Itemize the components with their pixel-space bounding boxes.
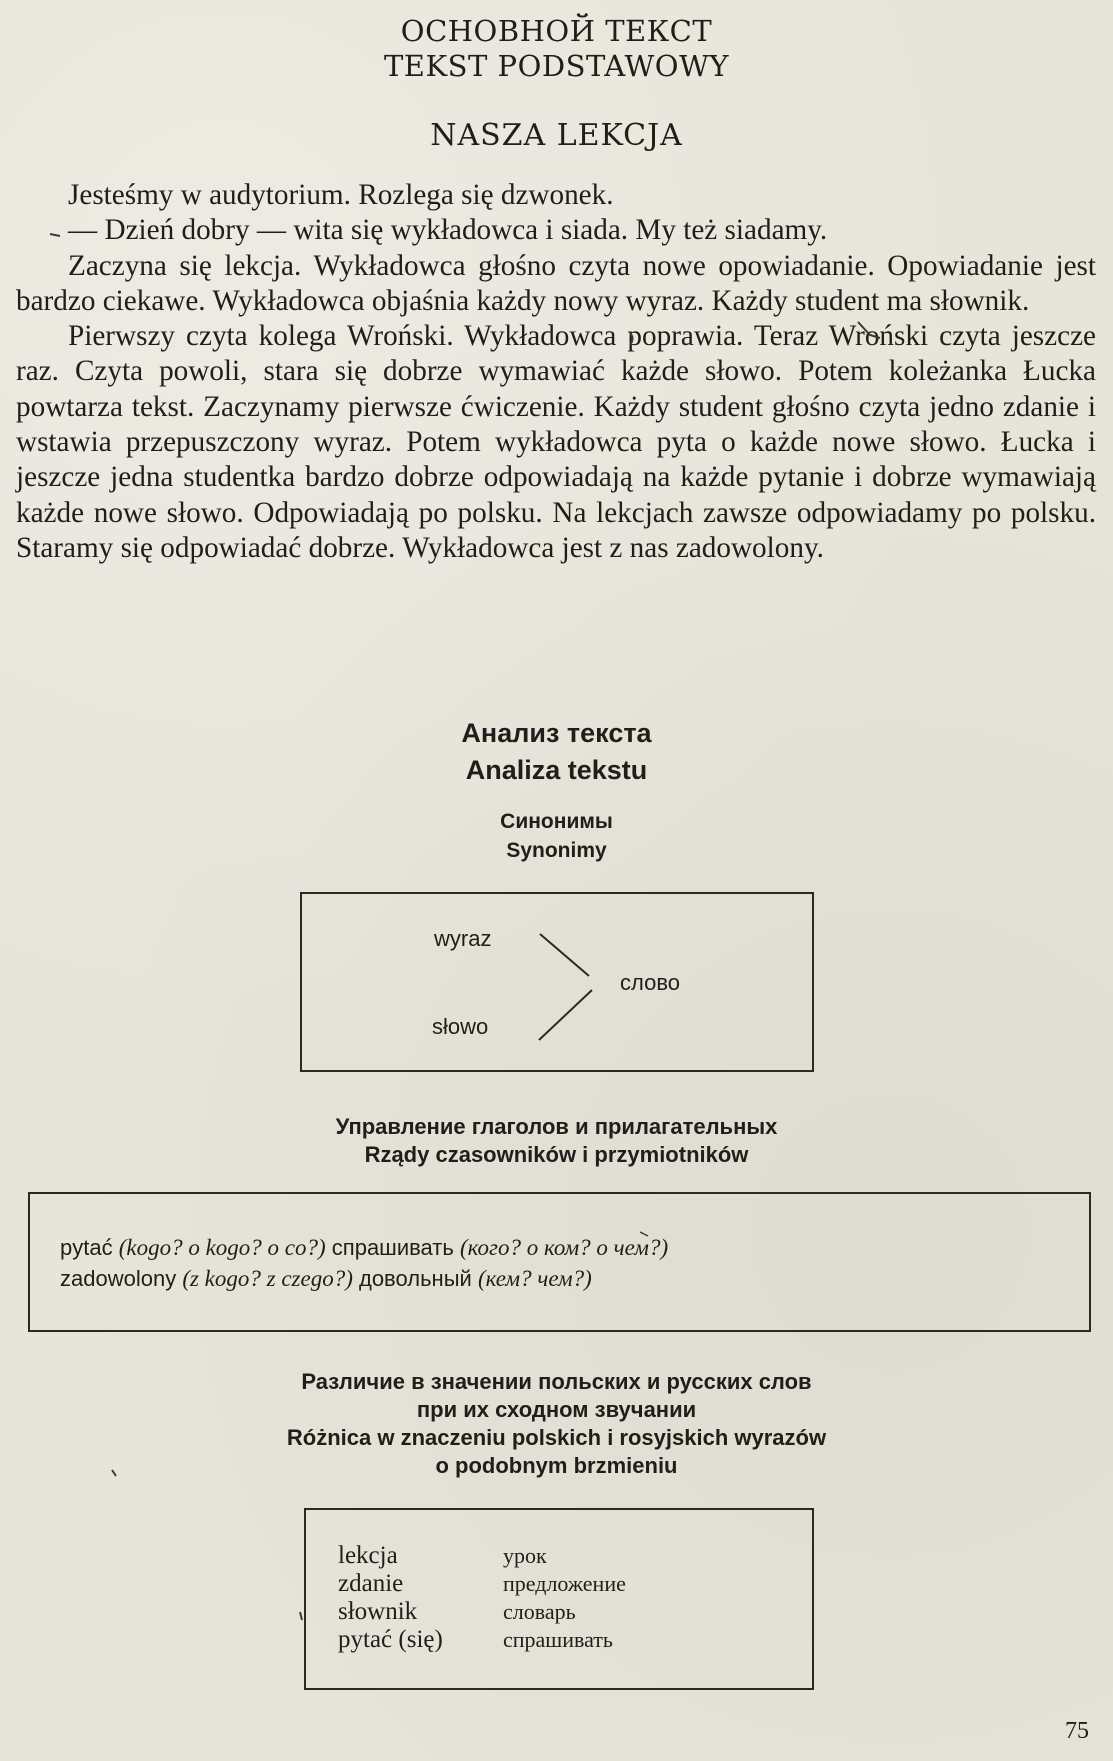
differences-title-polish-line-2: o podobnym brzmieniu — [435, 1453, 678, 1478]
text-paragraph: Pierwszy czyta kolega Wroński. Wykładowca poprawia. Teraz Wroński czyta jeszcze raz. Czyta powoli, stara się dobrze wymawiać każde słowo. Potem koleżanka Łucka powtarza tekst. Zaczynamy pierwsze ćwiczenie. Każdy student głośno czyta jedno zdanie i wstawia przepuszczony wyraz. Potem wykładowca pyta o każde nowe słowo. Łucka i jeszcze jedna studentka bardzo dobrze odpowiadają na każde pytanie i dobrze wymawiają każde nowe słowo. Odpowiadają po polsku. Na lekcjach zawsze odpowiadamy po polsku. Staramy się odpowiadać dobrze. Wykładowca jest z nas zadowolony. — [16, 320, 1096, 564]
analysis-title-russian: Анализ текста — [461, 718, 652, 748]
differences-row — [338, 1598, 626, 1626]
synonyms-box — [300, 892, 814, 1072]
analysis-title-polish: Analiza tekstu — [465, 755, 648, 785]
differences-table — [338, 1542, 626, 1654]
differences-title-russian-line-2: при их сходном звучании — [416, 1397, 697, 1422]
main-title-polish: TEKST PODSTAWOWY — [383, 49, 730, 83]
synonym-word-polish: wyraz — [434, 926, 492, 951]
government-row — [60, 1263, 668, 1294]
government-title-russian: Управление глаголов и прилагательных — [335, 1114, 778, 1139]
polish-word: pytać (się) — [338, 1626, 443, 1653]
synonym-word-polish: słowo — [432, 1014, 489, 1039]
text-paragraph: — Dzień dobry — wita się wykładowca i siada. My też siadamy. — [68, 214, 828, 247]
government-word: zadowolony — [60, 1266, 177, 1291]
differences-box — [304, 1508, 814, 1690]
synonym-word-russian: слово — [620, 970, 680, 995]
polish-word: słownik — [338, 1598, 418, 1625]
synonyms-title-russian: Синонимы — [500, 810, 613, 833]
government-russian-cases: (кого? о ком? о чем?) — [459, 1235, 669, 1260]
government-polish-cases: (kogo? o kogo? o co?) — [118, 1235, 326, 1260]
government-row — [60, 1232, 668, 1263]
text-paragraph: Zaczyna się lekcja. Wykładowca głośno czyta nowe opowiadanie. Opowiadanie jest bardzo ciekawe. Wykładowca objaśnia każdy nowy wyraz. Każdy student ma słownik. — [16, 249, 1096, 317]
government-polish-cases: (z kogo? z czego?) — [182, 1266, 353, 1291]
text-paragraph: Jesteśmy w audytorium. Rozlega się dzwonek. — [68, 179, 614, 211]
russian-word: предложение — [503, 1571, 626, 1596]
government-russian-cases: (кем? чем?) — [477, 1266, 592, 1291]
russian-word: спрашивать — [503, 1627, 613, 1652]
differences-row — [338, 1570, 626, 1598]
government-box — [28, 1192, 1091, 1332]
main-title-russian: ОСНОВНОЙ ТЕКСТ — [400, 14, 713, 48]
differences-row — [338, 1626, 626, 1654]
government-russian-word: довольный — [358, 1266, 472, 1291]
synonym-connector-lines — [302, 894, 812, 1070]
polish-word: zdanie — [338, 1570, 404, 1597]
lesson-title: NASZA LEKCJA — [430, 118, 683, 153]
differences-title-polish: Różnica w znaczeniu polskich i rosyjskich wyrazów — [286, 1425, 827, 1450]
government-title-polish: Rządy czasowników i przymiotników — [364, 1142, 749, 1167]
lesson-text — [16, 178, 1096, 566]
page-number: 75 — [1065, 1718, 1089, 1744]
government-word: pytać — [60, 1235, 113, 1260]
russian-word: урок — [503, 1543, 547, 1568]
synonyms-title-polish: Synonimy — [506, 839, 607, 862]
government-russian-word: спрашивать — [331, 1235, 454, 1260]
polish-word: lekcja — [338, 1542, 398, 1569]
differences-row — [338, 1542, 626, 1570]
differences-title-russian: Различие в значении польских и русских слов — [301, 1369, 812, 1394]
government-list — [60, 1232, 668, 1294]
russian-word: словарь — [503, 1599, 576, 1624]
